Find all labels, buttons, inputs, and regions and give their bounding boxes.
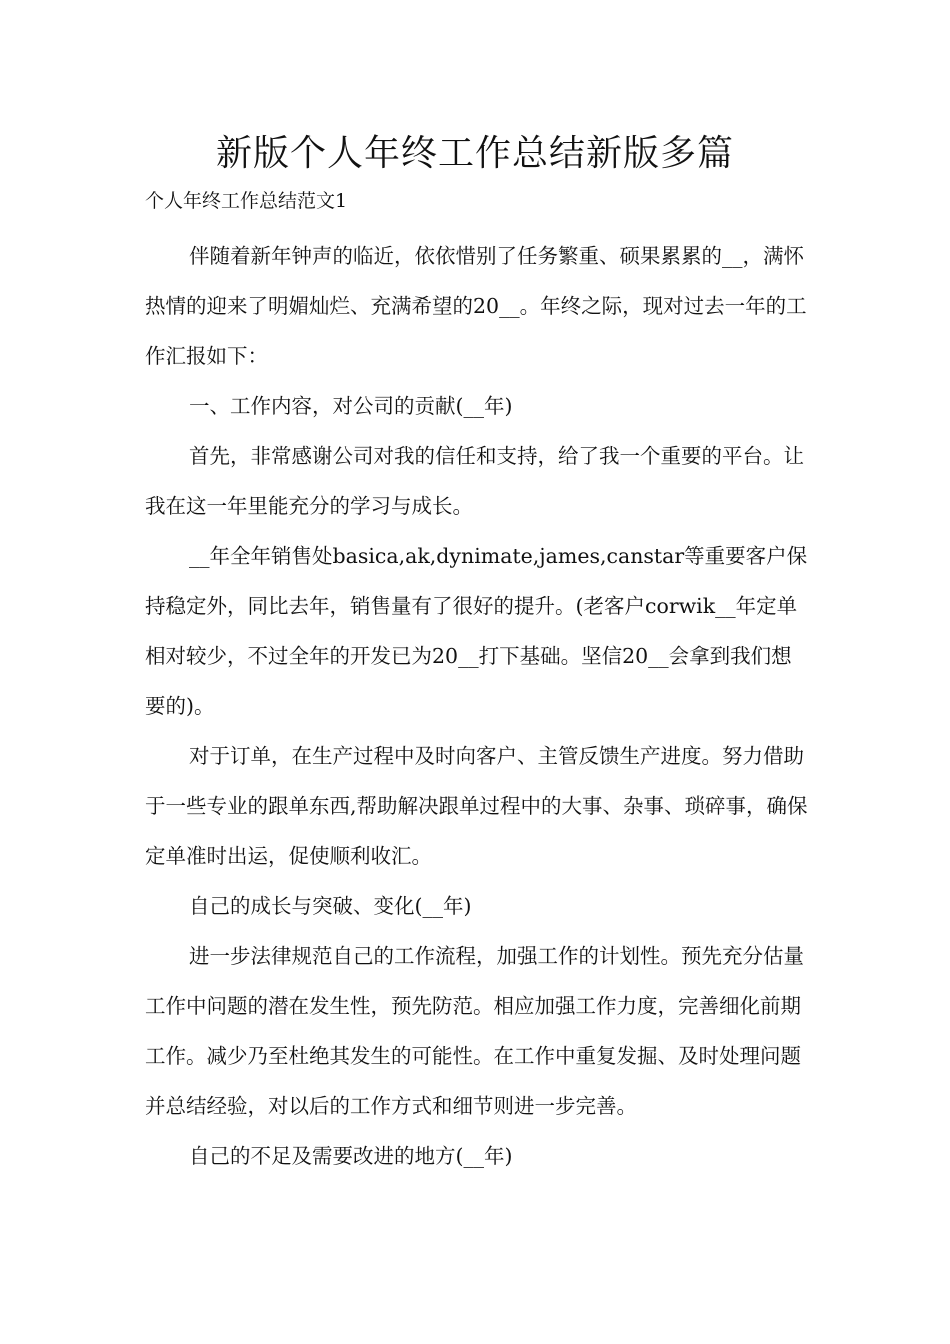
- section-heading-growth: 自己的成长与突破、变化(__年): [189, 894, 472, 918]
- document-subtitle: 个人年终工作总结范文1: [145, 190, 348, 212]
- paragraph-orders: 对于订单，在生产过程中及时向客户、主管反馈生产进度。努力借助于一些专业的跟单东西,帮助解决跟单过程中的大事、杂事、琐碎事，确保定单准时出运，促使顺利收汇。: [145, 744, 808, 868]
- document-title: 新版个人年终工作总结新版多篇: [215, 133, 734, 174]
- paragraph-workflow: 进一步法律规范自己的工作流程，加强工作的计划性。预先充分估量工作中问题的潜在发生性，预先防范。相应加强工作力度，完善细化前期工作。减少乃至杜绝其发生的可能性。在工作中重复发掘、及时处理问题并总结经验，对以后的工作方式和细节则进一步完善。: [145, 944, 804, 1118]
- paragraph-thanks: 首先，非常感谢公司对我的信任和支持，给了我一个重要的平台。让我在这一年里能充分的学习与成长。: [145, 444, 804, 518]
- paragraph-intro: 伴随着新年钟声的临近，依依惜别了任务繁重、硕果累累的__，满怀热情的迎来了明媚灿烂、充满希望的20__。年终之际，现对过去一年的工作汇报如下：: [145, 244, 807, 368]
- paragraph-sales: __年全年销售处basica,ak,dynimate,james,canstar等重要客户保持稳定外，同比去年，销售量有了很好的提升。(老客户corwik__年定单相对较少，不过全年的开发已为20__打下基础。坚信20__会拿到我们想要的)。: [145, 544, 808, 718]
- section-heading-shortcomings: 自己的不足及需要改进的地方(__年): [189, 1144, 513, 1168]
- document-body: [145, 231, 810, 1181]
- section-heading-contribution: 一、工作内容，对公司的贡献(__年): [189, 394, 513, 418]
